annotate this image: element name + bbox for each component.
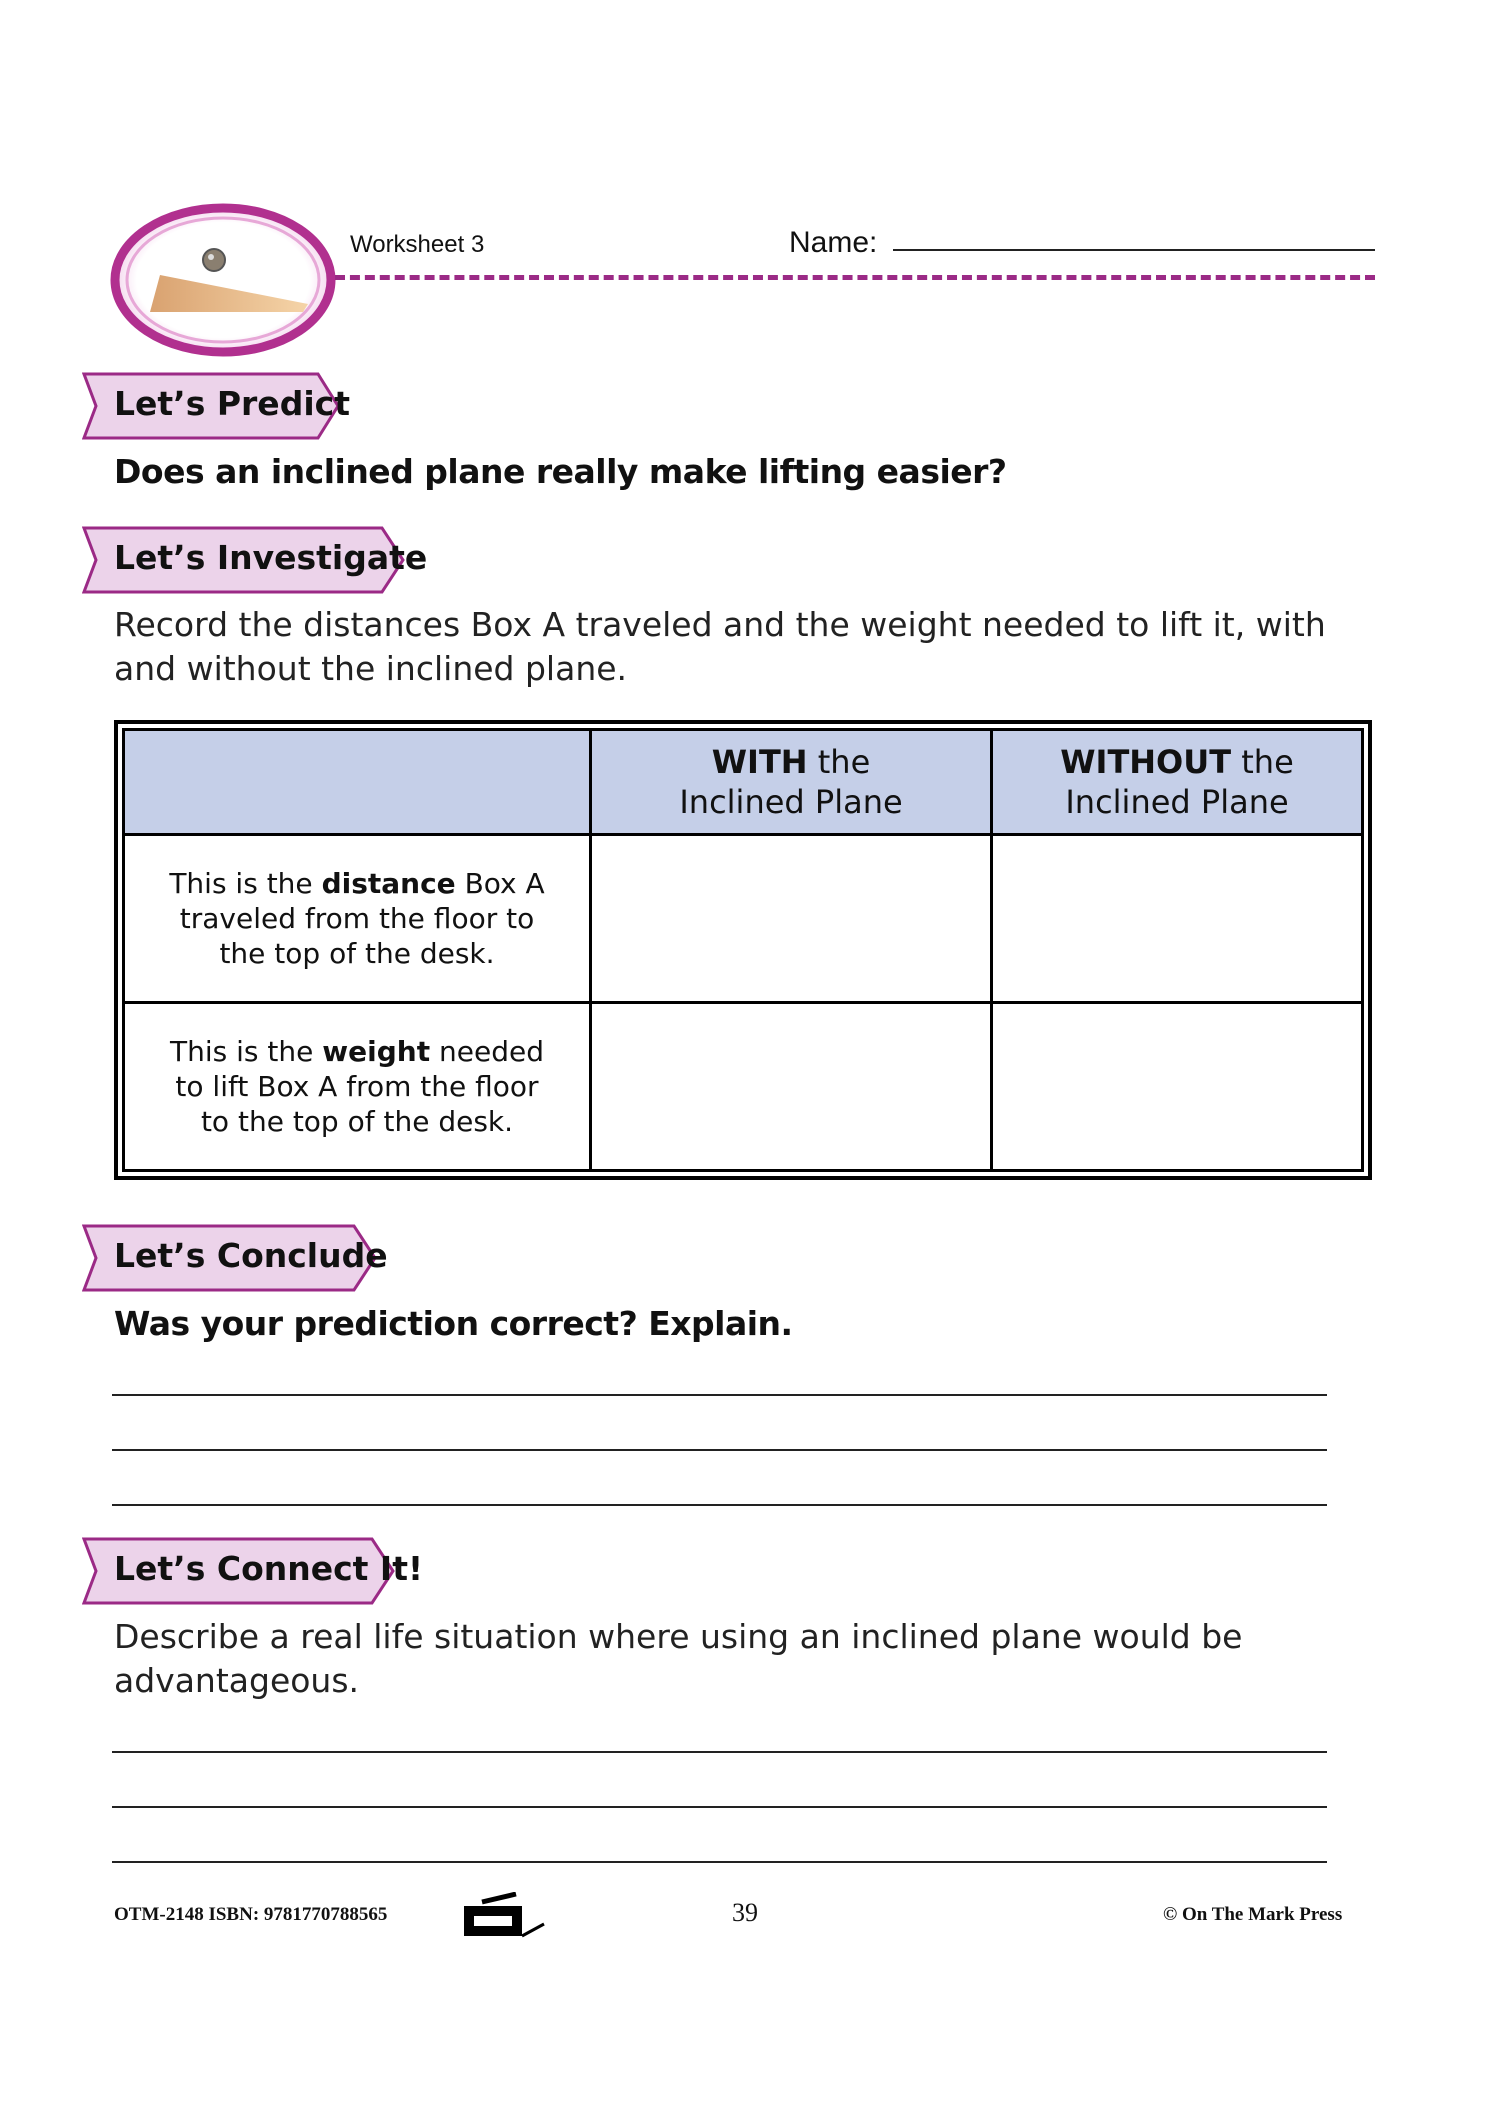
- table-header-row: [124, 730, 1363, 835]
- predict-question: Does an inclined plane really make lifting easier?: [114, 452, 1007, 491]
- answer-line[interactable]: [112, 1394, 1327, 1396]
- weight-row-label: This is the weight needed to lift Box A from the floor to the top of the desk.: [124, 1003, 591, 1171]
- investigate-banner: [82, 526, 428, 594]
- name-field[interactable]: [893, 249, 1375, 251]
- weight-without-cell[interactable]: [992, 1003, 1363, 1171]
- header-without-plane: WITHOUT the Inclined Plane: [992, 730, 1363, 835]
- conclude-banner: [82, 1224, 388, 1292]
- answer-line[interactable]: [112, 1449, 1327, 1451]
- distance-with-cell[interactable]: [591, 835, 992, 1003]
- page-number: 39: [732, 1898, 758, 1927]
- name-label: Name:: [789, 226, 878, 259]
- footer-copyright: © On The Mark Press: [1163, 1904, 1343, 1925]
- connect-question-line1: Describe a real life situation where using an inclined plane would be: [114, 1617, 1243, 1656]
- connect-title: Let’s Connect It!: [114, 1549, 424, 1588]
- table-row: [124, 1003, 1363, 1171]
- answer-line[interactable]: [112, 1751, 1327, 1753]
- header-with-plane: WITH the Inclined Plane: [591, 730, 992, 835]
- investigate-instruction-line2: and without the inclined plane.: [114, 649, 628, 688]
- predict-banner: [82, 372, 350, 440]
- distance-row-label: This is the distance Box A traveled from the floor to the top of the desk.: [124, 835, 591, 1003]
- copier-icon: [460, 1892, 548, 1942]
- conclude-question: Was your prediction correct? Explain.: [114, 1304, 793, 1343]
- investigate-instruction-line1: Record the distances Box A traveled and the weight needed to lift it, with: [114, 605, 1326, 644]
- connect-question-line2: advantageous.: [114, 1661, 360, 1700]
- footer-code: OTM-2148 ISBN: 9781770788565: [114, 1904, 388, 1925]
- results-table: [114, 720, 1372, 1180]
- connect-banner: [82, 1537, 424, 1605]
- header-divider: [335, 275, 1375, 280]
- distance-without-cell[interactable]: [992, 835, 1363, 1003]
- inclined-plane-logo: [108, 200, 338, 360]
- answer-line[interactable]: [112, 1861, 1327, 1863]
- answer-line[interactable]: [112, 1806, 1327, 1808]
- table-row: [124, 835, 1363, 1003]
- answer-line[interactable]: [112, 1504, 1327, 1506]
- header-blank-cell: [124, 730, 591, 835]
- worksheet-label: Worksheet 3: [350, 231, 485, 258]
- investigate-title: Let’s Investigate: [114, 538, 428, 577]
- conclude-title: Let’s Conclude: [114, 1236, 388, 1275]
- weight-with-cell[interactable]: [591, 1003, 992, 1171]
- predict-title: Let’s Predict: [114, 384, 350, 423]
